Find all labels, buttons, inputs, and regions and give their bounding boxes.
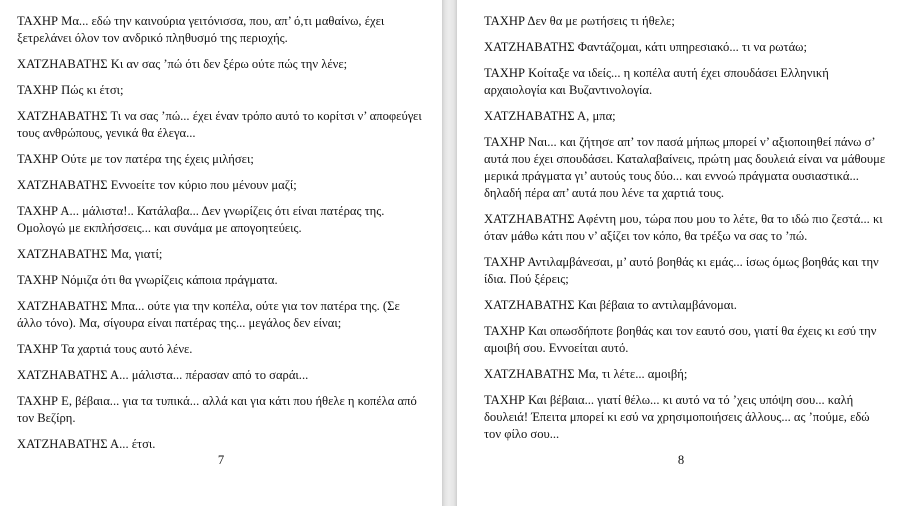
dialogue-line: ΤΑΧΗΡ Αντιλαμβάνεσαι, μ’ αυτό βοηθάς κι εμάς... ίσως όμως βοηθάς και την ίδια. Πού ξέρεις; [484,255,879,286]
dialogue-line: ΤΑΧΗΡ Και βέβαια... γιατί θέλω... κι αυτό να τό ’χεις υπόψη σου... καλή δουλειά! Έπειτα μπορεί κι εσύ να χρησιμοποιήσεις άλλους... ας ’πούμε, εδώ τον φίλο σου... [484,393,870,441]
dialogue-line: ΧΑΤΖΗΑΒΑΤΗΣ Κι αν σας ’πώ ότι δεν ξέρω ούτε πώς την λένε; [17,57,348,71]
dialogue-line: ΤΑΧΗΡ Τα χαρτιά τους αυτό λένε. [17,342,193,356]
dialogue-line: ΤΑΧΗΡ Ε, βέβαια... για τα τυπικά... αλλά και για κάτι που ήθελε η κοπέλα από τον Βεζίρη. [17,394,417,425]
dialogue-line: ΧΑΤΖΗΑΒΑΤΗΣ Α... έτσι. [17,437,156,451]
page-7-body [17,13,422,462]
dialogue-line: ΧΑΤΖΗΑΒΑΤΗΣ Μα, τι λέτε... αμοιβή; [484,367,688,381]
page-8-body [484,13,889,452]
dialogue-line: ΧΑΤΖΗΑΒΑΤΗΣ Αφέντη μου, τώρα που μου το λέτε, θα το ιδώ πιο ζεστά... κι όταν μάθω κάτι που ν’ αξίζει τον κόπο, θα τρέξω να σας το ’πώ. [484,212,883,243]
dialogue-line: ΤΑΧΗΡ Ούτε με τον πατέρα της έχεις μιλήσει; [17,152,254,166]
page-7 [0,0,442,506]
dialogue-line: ΤΑΧΗΡ Κοίταξε να ιδείς... η κοπέλα αυτή έχει σπουδάσει Ελληνική αρχαιολογία και Βυζαντινολογία. [484,66,829,97]
dialogue-line: ΤΑΧΗΡ Και οπωσδήποτε βοηθάς και τον εαυτό σου, γιατί θα έχεις κι εσύ την αμοιβή σου. Εννοείται αυτό. [484,324,877,355]
page-number: 7 [217,453,225,467]
dialogue-line: ΤΑΧΗΡ Α... μάλιστα!.. Κατάλαβα... Δεν γνωρίζεις ότι είναι πατέρας της. Ομολογώ με εκπλήσσεις... και συνάμα με απογοητεύεις. [17,204,385,235]
dialogue-line: ΤΑΧΗΡ Ναι... και ζήτησε απ’ τον πασά μήπως μπορεί ν’ αξιοποιηθεί πάνω σ’ αυτά που έχει σπουδάσει. Καταλαβαίνεις, πρώτη μας δουλειά είναι να μάθουμε μερικά πράγματα γι’ αυτούς τους δύο... και εννοώ πράγματα ουσιαστικά... δηλαδή πέρα απ’ αυτά που λένε τα χαρτιά τους. [484,135,886,200]
page-8 [457,0,901,506]
dialogue-line: ΧΑΤΖΗΑΒΑΤΗΣ Μα, γιατί; [17,247,163,261]
dialogue-line: ΧΑΤΖΗΑΒΑΤΗΣ Τι να σας ’πώ... έχει έναν τρόπο αυτό το κορίτσι ν’ αποφεύγει τους ανθρώπους, γενικά θα έλεγα... [17,109,422,140]
page-gutter [442,0,457,506]
dialogue-line: ΧΑΤΖΗΑΒΑΤΗΣ Μπα... ούτε για την κοπέλα, ούτε για τον πατέρα της. (Σε άλλο τόνο). Μα, σίγουρα είναι πατέρας της... μεγάλος δεν είναι; [17,299,400,330]
dialogue-line: ΤΑΧΗΡ Μα... εδώ την καινούρια γειτόνισσα, που, απ’ ό,τι μαθαίνω, έχει ξετρελάνει όλον τον ανδρικό πληθυσμό της περιοχής. [17,14,385,45]
dialogue-line: ΤΑΧΗΡ Πώς κι έτσι; [17,83,124,97]
page-number: 8 [677,453,685,467]
dialogue-line: ΧΑΤΖΗΑΒΑΤΗΣ Φαντάζομαι, κάτι υπηρεσιακό... τι να ρωτάω; [484,40,807,54]
dialogue-line: ΧΑΤΖΗΑΒΑΤΗΣ Α... μάλιστα... πέρασαν από το σαράι... [17,368,309,382]
dialogue-line: ΧΑΤΖΗΑΒΑΤΗΣ Α, μπα; [484,109,616,123]
dialogue-line: ΧΑΤΖΗΑΒΑΤΗΣ Και βέβαια το αντιλαμβάνομαι. [484,298,737,312]
dialogue-line: ΧΑΤΖΗΑΒΑΤΗΣ Εννοείτε τον κύριο που μένουν μαζί; [17,178,297,192]
dialogue-line: ΤΑΧΗΡ Νόμιζα ότι θα γνωρίζεις κάποια πράγματα. [17,273,278,287]
dialogue-line: ΤΑΧΗΡ Δεν θα με ρωτήσεις τι ήθελε; [484,14,675,28]
